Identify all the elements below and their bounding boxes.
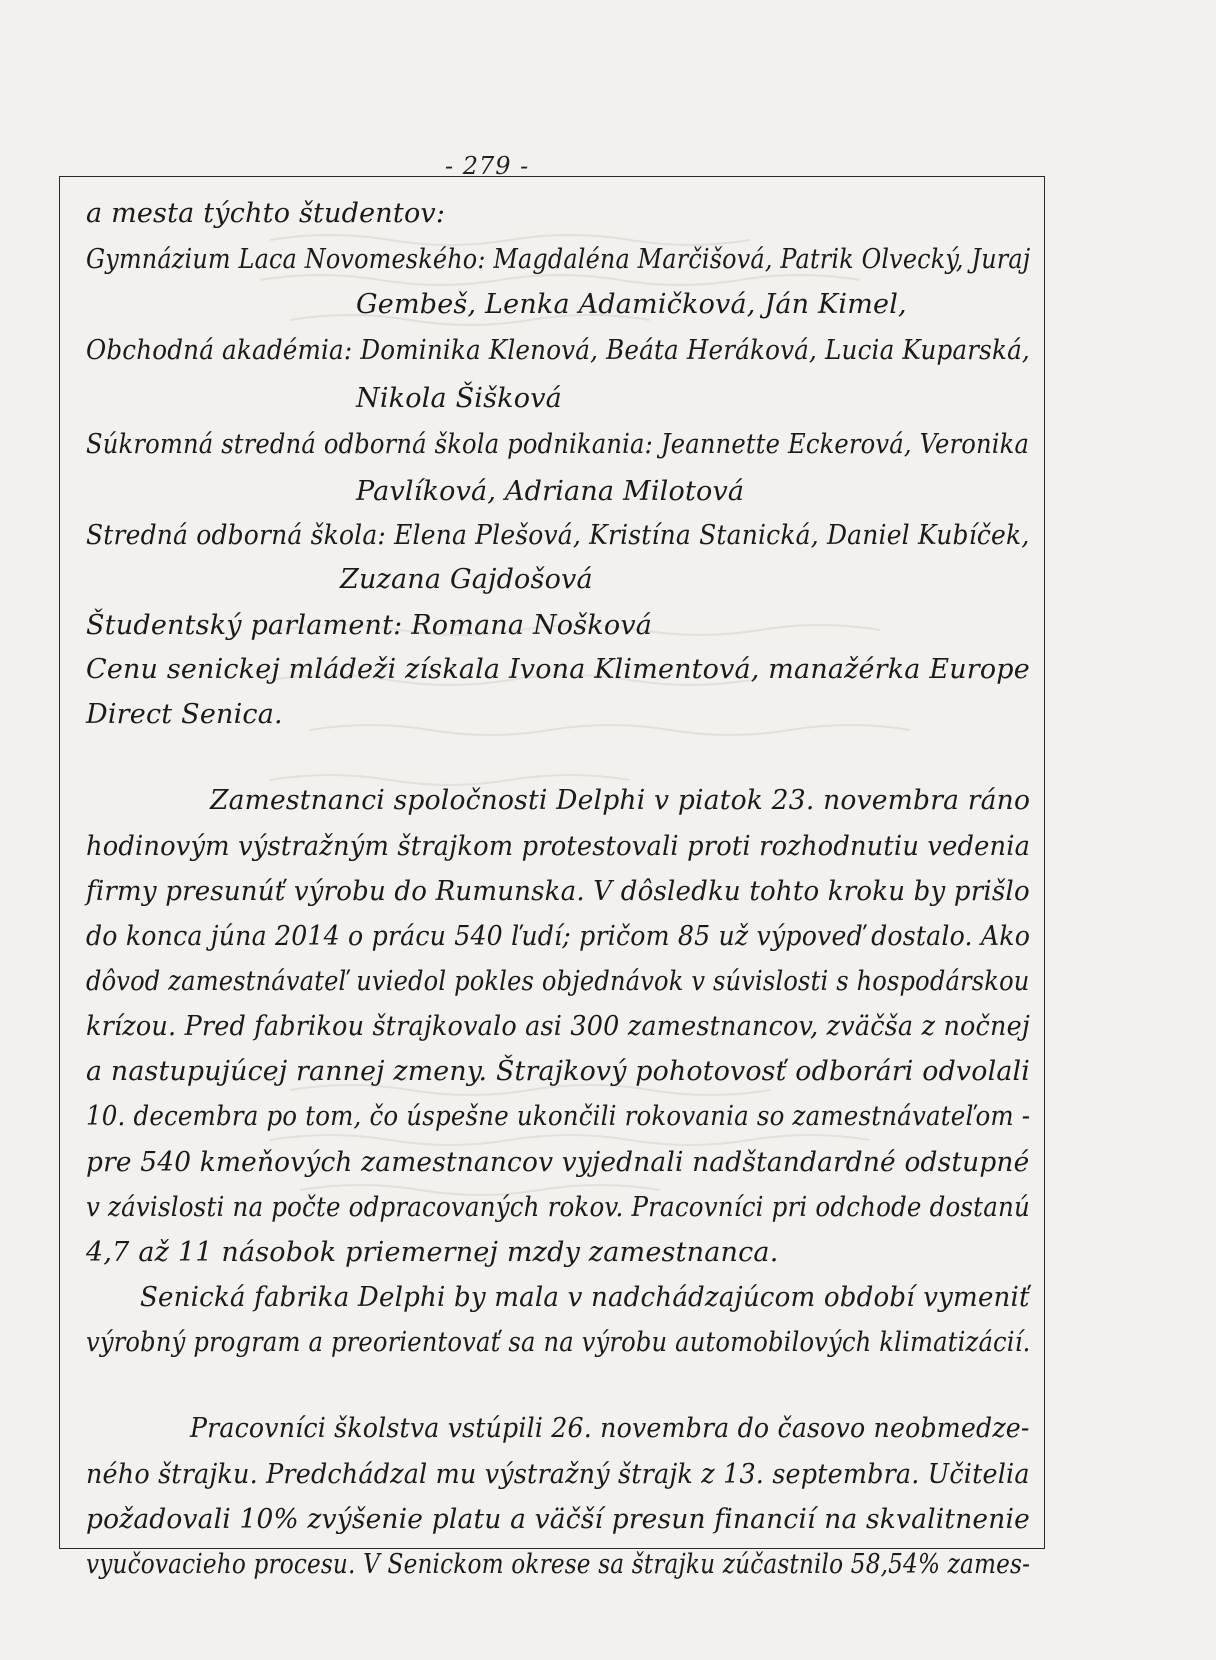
text-line: Študentský parlament: Romana Nošková (86, 610, 653, 641)
text-line: ného štrajku. Predchádzal mu výstražný štrajk z 13. septembra. Učitelia (86, 1459, 1030, 1490)
text-line: 4,7 až 11 násobok priemernej mzdy zamestnanca. (86, 1237, 779, 1268)
text-line: Gembeš, Lenka Adamičková, Ján Kimel, (356, 289, 907, 320)
text-line: Senická fabrika Delphi by mala v nadchádzajúcom období vymeniť (140, 1282, 1030, 1313)
text-line: Direct Senica. (86, 699, 283, 730)
text-line: pre 540 kmeňových zamestnancov vyjednali nadštandardné odstupné (86, 1147, 1030, 1178)
text-line: a mesta týchto študentov: (86, 198, 446, 229)
text-line: Cenu senickej mládeži získala Ivona Klimentová, manažérka Europe (86, 654, 1030, 685)
text-line: v závislosti na počte odpracovaných rokov. Pracovníci pri odchode dostanú (86, 1192, 1030, 1223)
text-line: firmy presunúť výrobu do Rumunska. V dôsledku tohto kroku by prišlo (86, 876, 1030, 907)
text-line: vyučovacieho procesu. V Senickom okrese sa štrajku zúčastnilo 58,54% zames- (86, 1549, 1031, 1580)
text-line: Pavlíková, Adriana Milotová (356, 476, 745, 507)
text-line: výrobný program a preorientovať sa na výrobu automobilových klimatizácií. (86, 1327, 1031, 1358)
text-line: krízou. Pred fabrikou štrajkovalo asi 300 zamestnancov, zväčša z nočnej (86, 1011, 1030, 1042)
text-line: Stredná odborná škola: Elena Plešová, Kristína Stanická, Daniel Kubíček, (86, 520, 1030, 551)
page-number: - 279 - (445, 152, 530, 180)
text-line: Zamestnanci spoločnosti Delphi v piatok 23. novembra ráno (210, 785, 1031, 816)
text-line: Pracovníci školstva vstúpili 26. novembra do časovo neobmedze- (190, 1413, 1030, 1444)
text-line: Nikola Šišková (356, 383, 562, 414)
text-line: 10. decembra po tom, čo úspešne ukončili rokovania so zamestnávateľom - (86, 1101, 1031, 1132)
text-line: Zuzana Gajdošová (340, 564, 593, 595)
text-line: Gymnázium Laca Novomeského: Magdaléna Marčišová, Patrik Olvecký, Juraj (86, 244, 1031, 275)
text-line: požadovali 10% zvýšenie platu a väčší presun financií na skvalitnenie (86, 1504, 1030, 1535)
text-line: a nastupujúcej rannej zmeny. Štrajkový pohotovosť odborári odvolali (86, 1056, 1031, 1087)
text-line: hodinovým výstražným štrajkom protestovali proti rozhodnutiu vedenia (86, 831, 1031, 862)
text-line: dôvod zamestnávateľ uviedol pokles objednávok v súvislosti s hospodárskou (86, 966, 1030, 997)
text-line: Obchodná akadémia: Dominika Klenová, Beáta Heráková, Lucia Kuparská, (86, 335, 1030, 366)
text-line: Súkromná stredná odborná škola podnikania: Jeannette Eckerová, Veronika (86, 429, 1030, 460)
text-line: do konca júna 2014 o prácu 540 ľudí; pričom 85 už výpoveď dostalo. Ako (86, 921, 1031, 952)
